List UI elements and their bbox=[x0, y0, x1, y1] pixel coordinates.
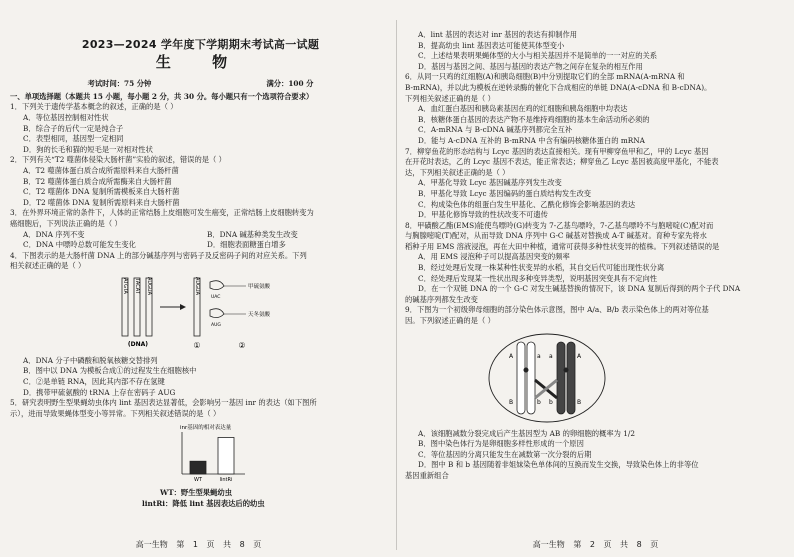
option: C．经处理后发现某一性状出现多种变异类型，说明基因突变具有不定向性 bbox=[418, 273, 658, 283]
option: D．能与 A-cDNA 互补的 B-mRNA 中含有编码核糖体蛋白的 mRNA bbox=[418, 135, 645, 145]
option: C．上述结果表明果蝇体型的大小与相关基因并不是简单的一一对应的关系 bbox=[418, 51, 658, 61]
option: B．甲基化导致 Lcyc 基因编码的蛋白质结构发生改变 bbox=[418, 188, 592, 198]
question-stem: 3．在外界环境正常的条件下，人体的正常结肠上皮细胞可发生癌变，正常结肠上皮细胞转变为 bbox=[10, 208, 314, 218]
exam-score: 满分：100 分 bbox=[266, 79, 314, 89]
gene-label: b bbox=[537, 398, 541, 406]
category-label: lintRi bbox=[219, 477, 233, 484]
option-cont: 的碱基序列都发生改变 bbox=[405, 294, 478, 304]
option: C．②是单链 RNA，因此其内部不存在氢键 bbox=[23, 377, 165, 387]
option: B．经过处理后发现一株某种性状变异的水稻，其自交后代可能出现性状分离 bbox=[418, 263, 665, 273]
option: D．基因与基因之间、基因与基因的表达产物之间存在复杂的相互作用 bbox=[418, 61, 643, 71]
option: D．在一个双链 DNA 的一个 G-C 对发生碱基替换的情况下，该 DNA 复制后得到的两个子代 DNA bbox=[418, 284, 741, 294]
mrna-strand-text: AUGUA bbox=[146, 276, 152, 295]
exam-title: 2023—2024 学年度下学期期末考试高一试题 bbox=[81, 38, 320, 51]
centromere bbox=[564, 367, 569, 372]
question-stem-cont: 相关叙述正确的是（ ） bbox=[10, 261, 86, 271]
dna-strand-text: ATGTA bbox=[122, 277, 128, 294]
dna-strand-text: TACAT bbox=[134, 278, 140, 294]
question-stem: 4．下图表示的是大肠杆菌 DNA 上的部分碱基序列与密码子及反密码子间的对应关系。下列 bbox=[10, 250, 307, 260]
option-cont: 基因重新组合 bbox=[405, 471, 449, 480]
option: B．图中以 DNA 为模板合成①的过程发生在细胞核中 bbox=[23, 366, 197, 376]
gene-label: B bbox=[577, 398, 582, 406]
option: C．T2 噬菌体 DNA 复制所需模板来自大肠杆菌 bbox=[23, 187, 180, 197]
question-stem-cont: 与胸腺嘧啶(T)配对，从而导致 DNA 序列中 G-C 碱基对替换成 A-T 碱基对。育种专家先将水 bbox=[405, 231, 707, 241]
gene-label: B bbox=[509, 398, 514, 406]
option: B．T2 噬菌体蛋白质合成所需酶来自大肠杆菌 bbox=[23, 176, 172, 186]
gene-label: b bbox=[549, 398, 553, 406]
option: B．综合子的后代一定是纯合子 bbox=[23, 123, 124, 133]
question-5 bbox=[10, 398, 391, 508]
bar-lintRi bbox=[218, 438, 234, 475]
question-stem-cont: B-mRNA)，并以此为模板在逆转录酶的催化下合成相应的单链 DNA(A-cDNA 和 B-cDNA)。 bbox=[405, 82, 712, 92]
question-stem: 2．下列有关“T2 噬菌体侵染大肠杆菌”实验的叙述，错误的是（ ） bbox=[10, 155, 226, 165]
cell-outline bbox=[489, 334, 605, 422]
question-stem: 5．研究表明野生型果蝇幼虫体内 lint 基因表达显著低，会影响另一基因 inr 的表达（如下图所 bbox=[10, 398, 317, 408]
gene-label: a bbox=[549, 352, 553, 360]
option-row bbox=[10, 240, 391, 251]
chart-caption: lintRi：降低 lint 基因表达后的幼虫 bbox=[142, 498, 265, 508]
page-footer: 高一生物 第 1 页 共 8 页 bbox=[135, 540, 262, 550]
chromosome-figure bbox=[405, 330, 780, 426]
option: B．图中染色体行为是卵细胞多样性形成的一个原因 bbox=[418, 439, 584, 449]
chromosome-diagram bbox=[405, 330, 780, 426]
chromatid bbox=[517, 342, 525, 414]
chart-legend-wt: WT：野生型果蝇幼虫 bbox=[160, 488, 232, 498]
question-stem-cont: 达，下列相关叙述正确的是（ ） bbox=[405, 167, 510, 177]
dna-diagram bbox=[10, 274, 310, 354]
dna-label: (DNA) bbox=[127, 340, 149, 348]
option: A．DNA 分子中磷酸和脱氧核糖交替排列 bbox=[23, 355, 158, 365]
question-1 bbox=[10, 102, 391, 155]
option: D．图中 B 和 b 基因随着非姐妹染色单体间的互换而发生交换，导致染色体上的非等位 bbox=[418, 460, 699, 470]
option: C．等位基因的分离只能发生在减数第一次分裂的后期 bbox=[418, 449, 592, 459]
option: D．细胞表面糖蛋白增多 bbox=[207, 240, 286, 250]
question-stem-cont: 因。下列叙述正确的是（ ） bbox=[405, 316, 495, 326]
dna-translation-figure bbox=[10, 274, 391, 354]
mrna-text: AUGUA bbox=[194, 276, 200, 295]
centromere bbox=[524, 367, 529, 372]
question-2 bbox=[10, 155, 391, 208]
option: C．表型相同，基因型一定相同 bbox=[23, 134, 124, 144]
bar-chart-svg bbox=[10, 422, 310, 484]
question-stem-cont: 在开花时表达，乙的 Lcyc 基因不表达，能正常表达；柳穿鱼乙 Lcyc 基因被高度甲基化，不能表 bbox=[405, 157, 719, 167]
question-4 bbox=[10, 251, 391, 399]
gene-label: A bbox=[509, 352, 514, 360]
option-row bbox=[10, 230, 391, 241]
page-footer: 高一生物 第 2 页 共 8 页 bbox=[532, 540, 659, 550]
question-stem: 9．下图为一个初级卵母细胞的部分染色体示意图，图中 A/a、B/b 表示染色体上的两对等位基 bbox=[405, 305, 709, 315]
anticodon-label: UAC bbox=[211, 294, 221, 300]
anticodon-label: AUG bbox=[211, 322, 221, 328]
option: A．血红蛋白基因和胰岛素基因在鸡的红细胞和胰岛细胞中均表达 bbox=[418, 104, 628, 114]
option: A．等位基因控制相对性状 bbox=[23, 112, 109, 122]
question-stem-cont: 示），进而导致果蝇体型变小等异常。下列相关叙述错误的是（ ） bbox=[10, 408, 221, 418]
option: A．用 EMS 浸泡种子可以提高基因突变的频率 bbox=[418, 252, 570, 262]
question-5-options bbox=[405, 30, 780, 72]
question-stem: 7．柳穿鱼花的形态结构与 Lcyc 基因的表达直接相关。现有甲柳穿鱼甲和乙，甲的 Lcyc 基因 bbox=[405, 146, 709, 156]
gene-label: A bbox=[577, 352, 582, 360]
option: D．甲基化修饰导致的性状改变不可遗传 bbox=[418, 210, 548, 220]
bar-WT bbox=[190, 462, 206, 475]
question-7 bbox=[405, 147, 780, 221]
question-stem: 8．甲磺酸乙酯(EMS)能使鸟嘌呤(G)转变为 7-乙基鸟嘌呤，7-乙基鸟嘌呤不与胞嘧啶(C)配对而 bbox=[405, 220, 714, 230]
option: A．该细胞减数分裂完成后产生基因型为 AB 的卵细胞的概率为 1/2 bbox=[418, 428, 636, 438]
question-6 bbox=[405, 72, 780, 146]
category-label: WT bbox=[194, 477, 202, 484]
chromatid bbox=[567, 342, 575, 414]
question-stem-cont: 癌细胞后，下列说法正确的是（ ） bbox=[10, 218, 122, 228]
option: B．核糖体蛋白基因的表达产物不是维持鸡细胞的基本生命活动所必须的 bbox=[418, 114, 650, 124]
expression-chart bbox=[10, 422, 391, 508]
chart-title: inr基因的相对表达量 bbox=[180, 425, 232, 432]
question-9 bbox=[405, 305, 780, 481]
exam-meta bbox=[30, 79, 371, 90]
option: C．构成染色体的组蛋白发生甲基化、乙酰化修饰会影响基因的表达 bbox=[418, 199, 636, 209]
amino-acid-label: 甲硫氨酸 bbox=[248, 283, 271, 290]
option: D．狗的长毛和猫的短毛是一对相对性状 bbox=[23, 144, 153, 154]
chromatid bbox=[557, 342, 565, 414]
option: C．A-mRNA 与 B-cDNA 碱基序列都完全互补 bbox=[418, 125, 573, 135]
section-heading: 一、单项选择题（本题共 15 小题，每小题 2 分，共 30 分。每小题只有一个选项符合要求） bbox=[10, 91, 314, 101]
question-stem-cont: 下列相关叙述正确的是（ ） bbox=[405, 93, 495, 103]
question-stem: 6．从同一只鸡的红细胞(A)和胰岛细胞(B)中分别提取它们的全部 mRNA(A-mRNA 和 bbox=[405, 72, 685, 82]
amino-acid-label: 天冬氨酸 bbox=[248, 311, 271, 318]
question-stem: 1．下列关于遗传学基本概念的叙述，正确的是（ ） bbox=[10, 102, 178, 112]
figure-label-1: ① bbox=[193, 340, 201, 350]
option: C．DNA 中嘌呤总数可能发生变化 bbox=[23, 240, 136, 250]
question-3 bbox=[10, 208, 391, 250]
option: A．DNA 序列不变 bbox=[23, 229, 85, 239]
question-stem-cont: 稻种子用 EMS 溶液浸泡，再在大田中种植，通常可获得多种性状变异的植株。下列叙述错误的是 bbox=[405, 241, 720, 251]
option: B．提高幼虫 lint 基因表达可能使其体型变小 bbox=[418, 40, 565, 50]
option: A．甲基化导致 Lcyc 基因碱基序列发生改变 bbox=[418, 178, 562, 188]
option: A．T2 噬菌体蛋白质合成所需原料来自大肠杆菌 bbox=[23, 165, 179, 175]
page-2 bbox=[397, 0, 794, 557]
option: D．T2 噬菌体 DNA 复制所需原料来自大肠杆菌 bbox=[23, 197, 180, 207]
exam-time: 考试时间：75 分钟 bbox=[87, 79, 152, 89]
option: A．lint 基因的表达对 inr 基因的表达有抑制作用 bbox=[418, 30, 578, 39]
option: D．携带甲硫氨酸的 tRNA 上存在密码子 AUG bbox=[23, 387, 176, 397]
figure-label-2: ② bbox=[238, 340, 246, 350]
question-8 bbox=[405, 221, 780, 306]
subject-title: 生 物 bbox=[155, 52, 246, 71]
chromatid bbox=[527, 342, 535, 414]
gene-label: a bbox=[537, 352, 541, 360]
option: B．DNA 碱基种类发生改变 bbox=[207, 229, 298, 239]
